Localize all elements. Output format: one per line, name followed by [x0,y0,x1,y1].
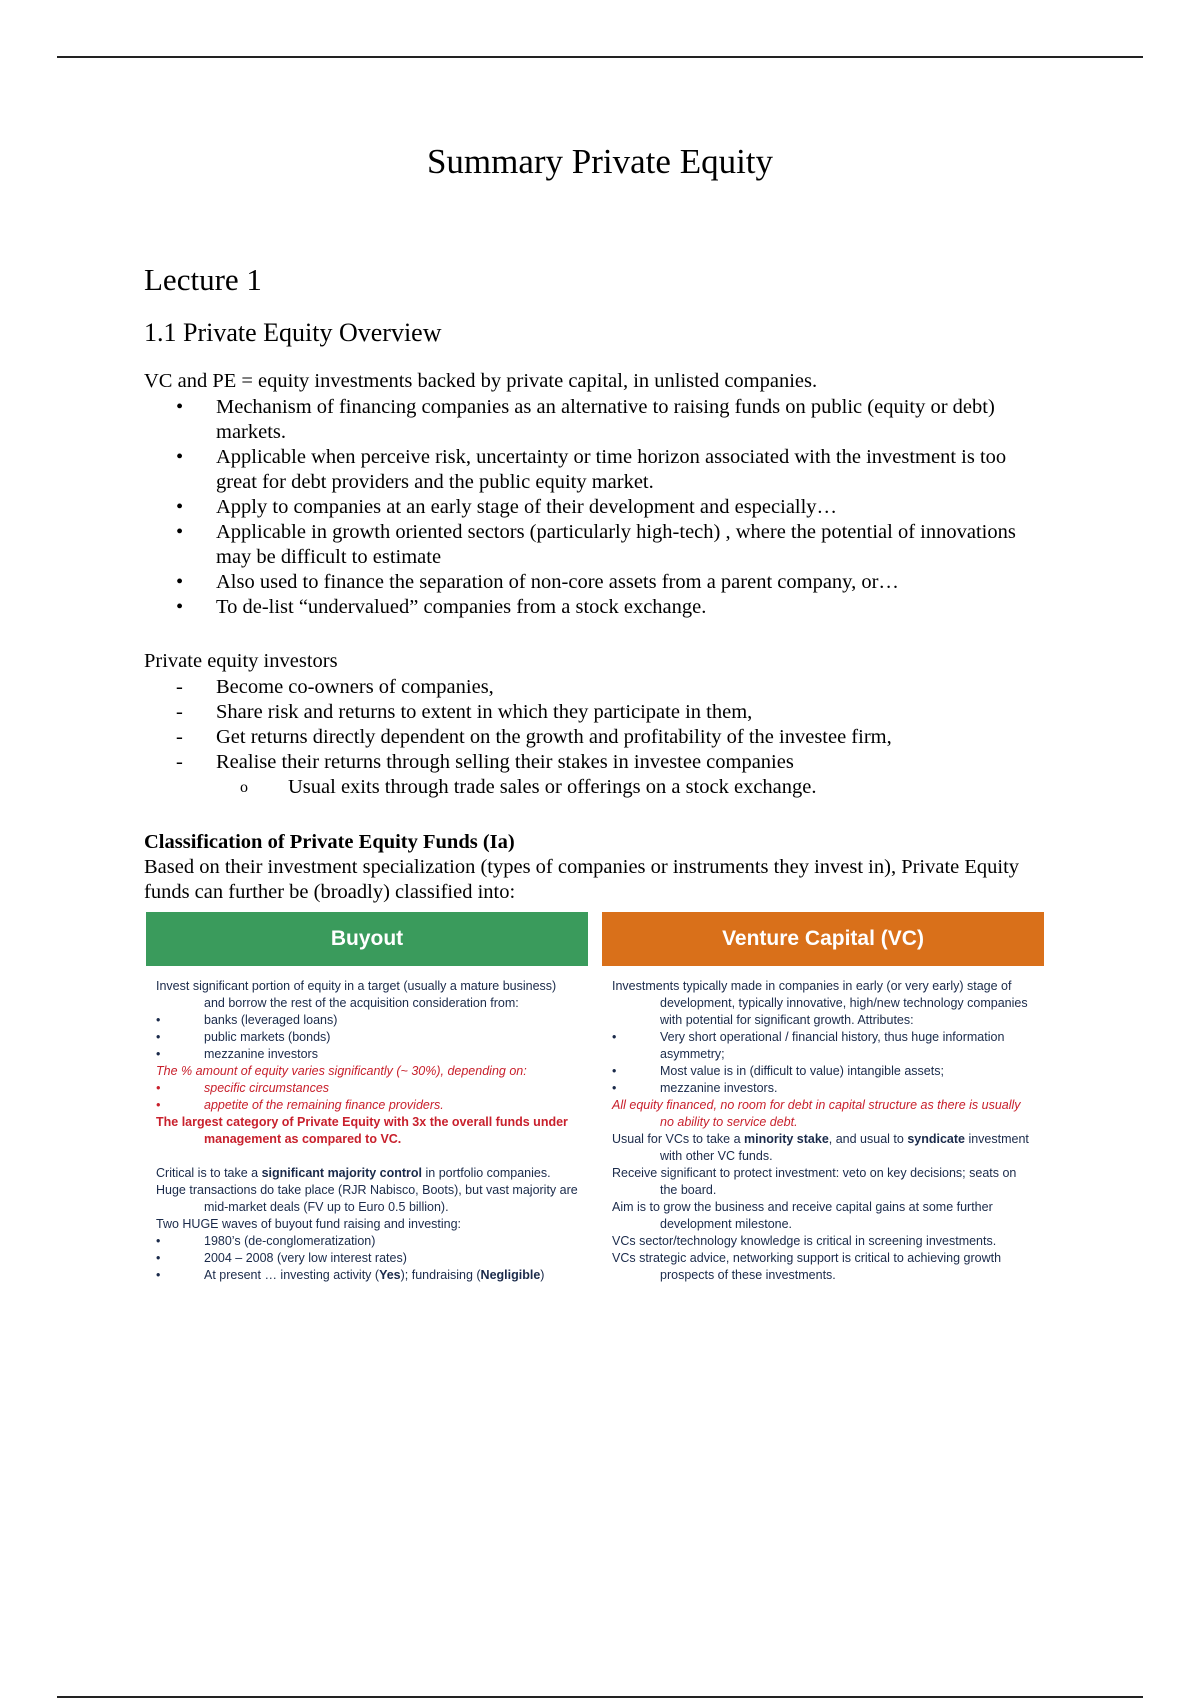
top-rule [57,56,1143,58]
list-item: • To de-list “undervalued” companies from a stock exchange. [176,596,707,618]
vc-column [602,912,1044,1352]
vc-body [602,966,1044,1284]
buyout-note-bullet: • appetite of the remaining finance providers. [156,1097,578,1114]
investors-heading: Private equity investors [144,650,338,672]
list-item: - Get returns directly dependent on the growth and profitability of the investee firm, [176,726,892,748]
list-item: - Become co-owners of companies, [176,676,494,698]
classification-paragraph: Based on their investment specialization (types of companies or instruments they invest in), Private Equity funds can further be (broadly) classified into: [144,856,1020,903]
list-item: • Apply to companies at an early stage of their development and especially… [176,496,838,518]
lecture-heading: Lecture 1 [144,262,262,297]
vc-text: Usual for VCs to take a minority stake, and usual to syndicate investment with other VC funds. [612,1132,1029,1163]
buyout-bullet: • 2004 – 2008 (very low interest rates) [156,1250,578,1267]
buyout-highlight: The largest category of Private Equity with 3x the overall funds under management as compared to VC. [156,1115,568,1146]
buyout-bullet: • mezzanine investors [156,1046,578,1063]
vc-bullet: • mezzanine investors. [612,1080,1034,1097]
list-item: • Applicable in growth oriented sectors (particularly high-tech) , where the potential of innovations may be difficult to estimate [176,521,1016,568]
buyout-header: Buyout [146,912,588,966]
buyout-text: Invest significant portion of equity in a target (usually a mature business) and borrow the rest of the acquisition consideration from: [156,979,557,1010]
vc-text: Aim is to grow the business and receive capital gains at some further development milestone. [612,1200,993,1231]
list-item: - Share risk and returns to extent in which they participate in them, [176,701,753,723]
vc-bullet: • Very short operational / financial history, thus huge information asymmetry; [612,1029,1034,1063]
buyout-note-bullet: • specific circumstances [156,1080,578,1097]
buyout-body [146,966,588,1284]
investors-list [144,675,1044,800]
list-item: • Applicable when perceive risk, uncertainty or time horizon associated with the investment is too great for debt providers and the public equity market. [176,446,1007,493]
list-item: • Also used to finance the separation of non-core assets from a parent company, or… [176,571,899,593]
buyout-text: Huge transactions do take place (RJR Nabisco, Boots), but vast majority are mid-market deals (FV up to Euro 0.5 billion). [156,1183,578,1214]
buyout-text: Two HUGE waves of buyout fund raising and investing: [156,1217,462,1231]
classification-heading: Classification of Private Equity Funds (Ia) [144,831,515,853]
vc-text: VCs strategic advice, networking support is critical to achieving growth prospects of these investments. [612,1251,1002,1282]
overview-bullet-list [144,395,1044,620]
buyout-note: The % amount of equity varies significantly (~ 30%), depending on: [156,1064,527,1078]
vc-text: Investments typically made in companies in early (or very early) stage of development, typically innovative, high/new technology companies with potential for significant growth. Attributes: [612,979,1028,1027]
intro-paragraph: VC and PE = equity investments backed by private capital, in unlisted companies. [144,370,818,392]
buyout-bullet: • public markets (bonds) [156,1029,578,1046]
buyout-bullet: • At present … investing activity (Yes); fundraising (Negligible) [156,1267,578,1284]
list-item: • Mechanism of financing companies as an alternative to raising funds on public (equity or debt) markets. [176,396,995,443]
vc-header: Venture Capital (VC) [602,912,1044,966]
fund-classification-figure [144,912,1044,1362]
document-title: Summary Private Equity [426,142,774,181]
vc-bullet: • Most value is in (difficult to value) intangible assets; [612,1063,1034,1080]
list-item: - Realise their returns through selling their stakes in investee companies o Usual exits through trade sales or offerings on a stock exchange. [144,750,1044,800]
vc-text: VCs sector/technology knowledge is critical in screening investments. [612,1234,997,1248]
buyout-text: Critical is to take a significant majority control in portfolio companies. [156,1166,551,1180]
vc-text: Receive significant to protect investment: veto on key decisions; seats on the board. [612,1166,1017,1197]
vc-note: All equity financed, no room for debt in capital structure as there is usually no ability to service debt. [612,1098,1021,1129]
sub-list-item: o Usual exits through trade sales or offerings on a stock exchange. [240,776,817,798]
section-heading: 1.1 Private Equity Overview [144,318,442,347]
buyout-column [146,912,588,1352]
buyout-bullet: • 1980’s (de-conglomeratization) [156,1233,578,1250]
bottom-rule [57,1696,1143,1698]
buyout-bullet: • banks (leveraged loans) [156,1012,578,1029]
